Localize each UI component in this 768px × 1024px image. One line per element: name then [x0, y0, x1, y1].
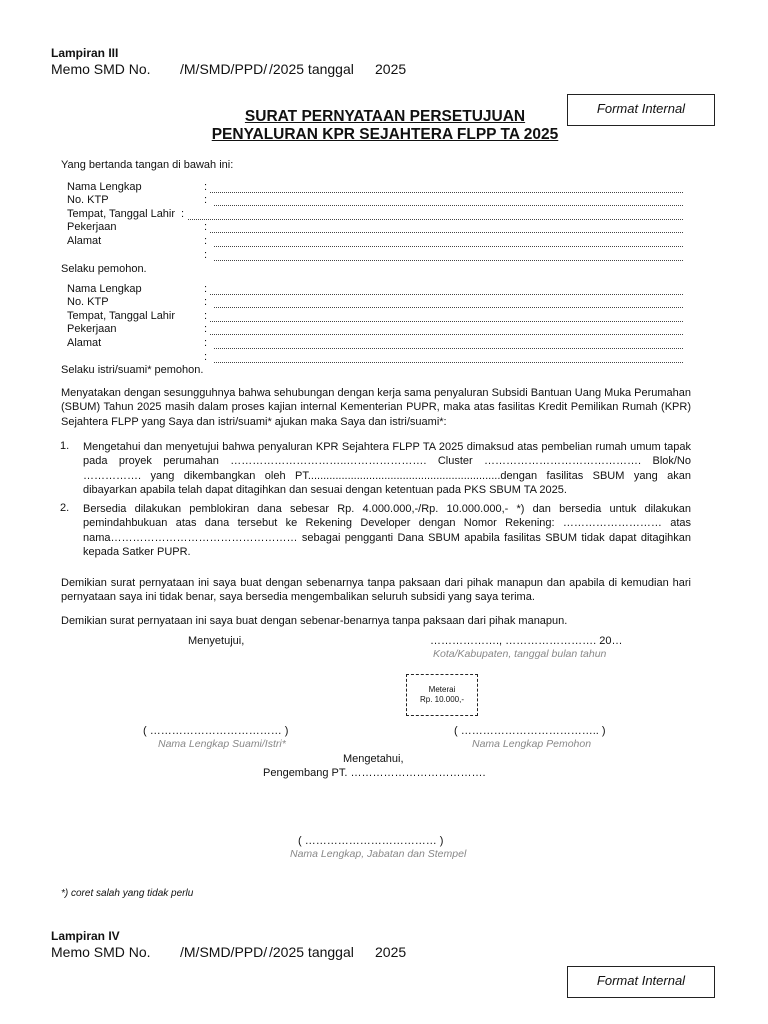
format-internal-box: Format Internal	[567, 966, 715, 998]
spouse-address-field-2[interactable]	[214, 362, 683, 363]
ktp-field[interactable]	[214, 205, 683, 206]
item-2-text: Bersedia dilakukan pemblokiran dana sebesar Rp. 4.000.000,-/Rp. 10.000.000,- *) dan bersedia untuk dilakukan pemindahbukuan atas dana tersebut ke Rekening Developer dengan Nomor Rekening: ……………………… atas nama…………………………………………… sebagai pengganti Dana SBUM apabila fasilitas SBUM tidak dapat ditagihkan kepada Satker PUPR.	[83, 503, 691, 559]
field-colon: :	[204, 194, 208, 206]
memo-label: Memo SMD No.	[51, 944, 151, 960]
format-internal-box: Format Internal	[567, 94, 715, 126]
memo-label: Memo SMD No.	[51, 61, 151, 77]
field-label: Tempat, Tanggal Lahir	[67, 310, 176, 322]
spouse-birth-field[interactable]	[210, 321, 683, 322]
field-label: Nama Lengkap	[67, 283, 142, 295]
field-label: Tempat, Tanggal Lahir	[67, 208, 176, 220]
spouse-name-field[interactable]	[210, 294, 683, 295]
address-field[interactable]	[214, 246, 683, 247]
field-colon: :	[204, 337, 208, 349]
name-field[interactable]	[210, 192, 683, 193]
page-subtitle: PENYALURAN KPR SEJAHTERA FLPP TA 2025	[211, 126, 559, 143]
field-colon: :	[204, 296, 208, 308]
address-field-2[interactable]	[214, 260, 683, 261]
meterai-stamp-box	[406, 674, 478, 716]
lampiran-label: Lampiran III	[51, 46, 119, 60]
memo-year-end: 2025	[375, 61, 407, 77]
item-number: 2.	[60, 502, 70, 514]
spouse-address-field[interactable]	[214, 348, 683, 349]
field-colon: :	[204, 310, 208, 322]
field-colon: :	[204, 249, 208, 261]
footnote: *) coret salah yang tidak perlu	[61, 888, 194, 899]
applicant-signature-field[interactable]: ( ……………………………….. )	[454, 725, 606, 737]
field-label: Alamat	[67, 235, 102, 247]
page-title: SURAT PERNYATAAN PERSETUJUAN	[244, 108, 526, 125]
applicant-role: Selaku pemohon.	[61, 263, 147, 275]
memo-year: /2025 tanggal	[269, 61, 354, 77]
developer-signature-caption: Nama Lengkap, Jabatan dan Stempel	[290, 848, 467, 860]
statement-paragraph: Menyatakan dengan sesungguhnya bahwa sehubungan dengan kerja sama penyaluran Subsidi Bantuan Uang Muka Perumahan (SBUM) Tahun 2025 masih dalam proses kajian internal Kementerian PUPR, maka atas fasilitas Kredit Pemilikan Rumah (KPR) Sejahtera FLPP yang Saya dan istri/suami* ajukan maka Saya dan istri/suami*:	[61, 387, 691, 428]
field-colon: :	[204, 221, 208, 233]
lampiran-label: Lampiran IV	[51, 929, 120, 943]
field-colon: :	[204, 235, 208, 247]
field-colon: :	[204, 351, 208, 363]
field-label: Nama Lengkap	[67, 181, 142, 193]
place-date-caption: Kota/Kabupaten, tanggal bulan tahun	[433, 648, 607, 660]
memo-code: /M/SMD/PPD/	[180, 944, 268, 960]
field-label: Pekerjaan	[67, 221, 117, 233]
developer-field[interactable]: Pengembang PT. ……………………………….	[263, 767, 486, 779]
closing-short: Demikian surat pernyataan ini saya buat dengan sebenar-benarnya tanpa paksaan dari pihak manapun.	[61, 615, 568, 627]
field-colon: :	[181, 208, 185, 220]
knowing-label: Mengetahui,	[343, 753, 404, 765]
field-colon: :	[204, 323, 208, 335]
field-label: No. KTP	[67, 296, 109, 308]
spouse-signature-caption: Nama Lengkap Suami/Istri*	[158, 738, 286, 750]
item-number: 1.	[60, 440, 70, 452]
spouse-job-field[interactable]	[210, 334, 683, 335]
memo-year: /2025 tanggal	[269, 944, 354, 960]
birth-field[interactable]	[188, 219, 683, 220]
item-1-text: Mengetahui dan menyetujui bahwa penyaluran KPR Sejahtera FLPP TA 2025 dimaksud atas pembelian rumah umum tapak pada proyek perumahan …………………………..…………………. Cluster ……………………………………. Blok/No ……………. yang dikembangkan oleh PT...............................................................dengan fasilitas SBUM yang akan dibayarkan apabila telah dapat ditagihkan dan sesuai dengan ketentuan pada PKS SBUM TA 2025.	[83, 441, 691, 497]
field-label: Pekerjaan	[67, 323, 117, 335]
memo-code: /M/SMD/PPD/	[180, 61, 268, 77]
field-label: Alamat	[67, 337, 102, 349]
closing-paragraph: Demikian surat pernyataan ini saya buat dengan sebenarnya tanpa paksaan dari pihak manapun dan apabila di kemudian hari pernyataan saya ini tidak benar, saya bersedia mengembalikan seluruh subsidi yang saya terima.	[61, 577, 691, 604]
job-field[interactable]	[210, 232, 683, 233]
spouse-role: Selaku istri/suami* pemohon.	[61, 364, 204, 376]
place-date-field[interactable]: ………………., ……………………. 20…	[430, 635, 623, 647]
field-colon: :	[204, 181, 208, 193]
spouse-signature-field[interactable]: ( ……………………………… )	[143, 725, 289, 737]
meterai-value: Rp. 10.000,-	[419, 695, 465, 704]
meterai-label: Meterai	[428, 685, 456, 694]
intro-text: Yang bertanda tangan di bawah ini:	[61, 159, 234, 171]
field-label: No. KTP	[67, 194, 109, 206]
spouse-ktp-field[interactable]	[214, 307, 683, 308]
approve-label: Menyetujui,	[188, 635, 245, 647]
developer-signature-field[interactable]: ( ……………………………… )	[298, 835, 444, 847]
field-colon: :	[204, 283, 208, 295]
applicant-signature-caption: Nama Lengkap Pemohon	[472, 738, 592, 750]
memo-year-end: 2025	[375, 944, 407, 960]
